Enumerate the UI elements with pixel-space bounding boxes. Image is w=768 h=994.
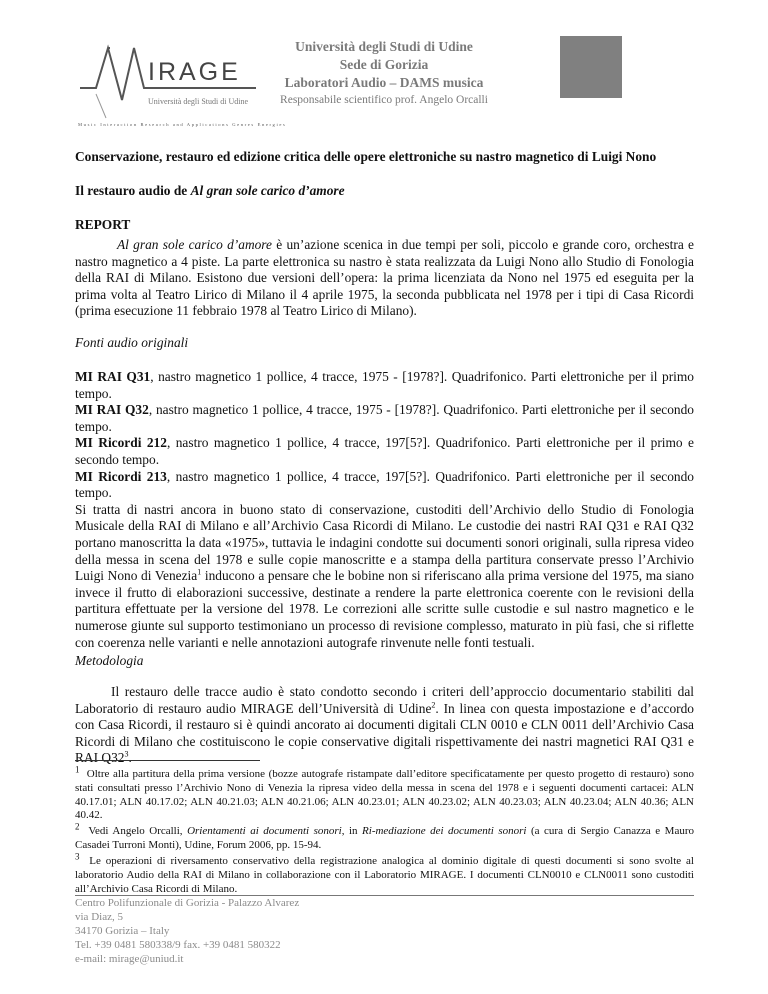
sources-heading: Fonti audio originali [75, 335, 189, 350]
footnote-1: $^1$ Oltre alla partitura della prima versione (bozze autografe ristampate dall’editore specificatamente per questo progetto di restauro) sono stati consultati presso l’Archivio Nono di Venezia la ripresa video della messa in scena del 1978 e i seguenti documenti cartacei: ALN 40.17.01; ALN 40.17.02; ALN 40.21.03; ALN 40.21.06; ALN 40.23.01; ALN 40.23.02; ALN 40.23.03; ALN 40.23.04; ALN 40.36; ALN 40.42. [75, 764, 695, 822]
header-university: Università degli Studi di Udine [295, 39, 473, 54]
footnote-ref-2: 2 [431, 700, 436, 710]
logo-word: IRAGE [148, 58, 241, 86]
logo-subtitle: Università degli Studi di Udine [148, 97, 248, 106]
sources-paragraph: Si tratta di nastri ancora in buono stato di conservazione, custoditi dell’Archivio dello Studio di Fonologia Musicale della RAI di Milano e all’Archivio Casa Ricordi di Milano. Le custodie dei nastri RAI Q31 e RAI Q32 portano manoscritta la data «1975», tuttavia le indagini condotte sui documenti sonori originali, sulla ripresa video della messa in scena del 1978 e sulle copie manoscritte e a stampa della partitura conservate presso l’Archivio Luigi Nono di Venezia$^1$ inducono a pensare che le bobine non si riferiscano alla prima versione del 1975, ma siano invece il frutto di elaborazioni successive, destinate a rendere la parte elettronica coerente con le revisioni della partitura effettuate per la versione del 1978. Le correzioni alle scritte sulle custodie e sul nastro magnetico e le numerose giunte sul supporto testimoniano un processo di revisione complesso, maturato in più fasi, che si riflette con coerenza nelle varianti e nelle annotazioni autografe rinvenute nelle fonti testuali. [75, 501, 694, 650]
footnote-ref-1: 1 [197, 567, 202, 577]
footer-address-2: via Diaz, 5 [75, 911, 123, 923]
header-lab: Laboratori Audio – DAMS musica [284, 75, 484, 90]
sources-list [75, 369, 694, 651]
footer-address-1: Centro Polifunzionale di Gorizia - Palazzo Alvarez [75, 897, 300, 909]
report-heading: REPORT [75, 217, 131, 232]
footer-address-3: 34170 Gorizia – Italy [75, 925, 170, 937]
footnote-separator [75, 760, 260, 761]
source-item: MI RAI Q32, nastro magnetico 1 pollice, 4 tracce, 1975 - [1978?]. Quadrifonico. Parti elettroniche per il secondo tempo. [75, 402, 694, 434]
footer-separator [75, 895, 694, 896]
logo-tagline: Music Interaction Research and Applications Genres Energies [78, 122, 287, 127]
footnote-3: $^3$ Le operazioni di riversamento conservativo della registrazione analogica al dominio digitale di questi documenti si sono svolte al laboratorio Audio della RAI di Milano in collaborazione con il Laboratorio MIRAGE. I documenti CLN0010 e CLN0011 sono custoditi all’Archivio Casa Ricordi di Milano. [75, 851, 694, 895]
source-item: MI RAI Q31, nastro magnetico 1 pollice, 4 tracce, 1975 - [1978?]. Quadrifonico. Parti elettroniche per il primo tempo. [75, 369, 695, 401]
intro-work-title: Al gran sole carico d’amore [117, 237, 272, 252]
footnote-2: $^2$ Vedi Angelo Orcalli, Orientamenti ai documenti sonori, in Ri-mediazione dei documenti sonori (a cura di Sergio Canazza e Mauro Casadei Turroni Monti), Udine, Forum 2006, pp. 15-94. [75, 821, 695, 851]
intro-paragraph: Al gran sole carico d’amore è un’azione scenica in due tempi per soli, piccolo e grande coro, orchestra e nastro magnetico a 4 piste. La parte elettronica su nastro è stata realizzata da Luigi Nono allo Studio di Fonologia della RAI di Milano. Esistono due versioni dell’opera: la prima licenziata da Nono nel 1975 ed eseguita per la prima volta al Teatro Lirico di Milano il 4 aprile 1975, la seconda pubblicata nel 1978 per i tipi di Casa Ricordi (prima esecuzione 11 febbraio 1978 al Teatro Lirico di Milano). [75, 237, 694, 319]
header-campus: Sede di Gorizia [339, 57, 429, 72]
source-item: MI Ricordi 212, nastro magnetico 1 pollice, 4 tracce, 197[5?]. Quadrifonico. Parti elettroniche per il primo e secondo tempo. [75, 435, 694, 467]
footer-email: e-mail: mirage@uniud.it [75, 953, 184, 965]
method-paragraph: Il restauro delle tracce audio è stato condotto secondo i criteri dell’approccio documentario stabiliti dal Laboratorio di restauro audio MIRAGE dell’Università di Udine$^2$. In linea con questa impostazione e d’accordo con Casa Ricordi, il restauro si è quindi ancorato ai documenti digitali CLN 0010 e CLN 0011 dell’Archivio Casa Ricordi di Milano che costituiscono le copie conservative digitali rispettivamente dei nastri magnetici RAI Q31 e RAI $Q32^3$. [75, 684, 694, 766]
header-gray-square [560, 36, 622, 98]
subtitle-work: Al gran sole carico d’amore [190, 183, 345, 198]
header-responsible: Responsabile scientifico prof. Angelo Orcalli [280, 94, 488, 106]
document-subtitle: Il restauro audio de Al gran sole carico d’amore [75, 183, 345, 198]
document-title: Conservazione, restauro ed edizione critica delle opere elettroniche su nastro magnetico di Luigi Nono [75, 149, 657, 164]
footer-phone: Tel. +39 0481 580338/9 fax. +39 0481 580322 [75, 939, 281, 951]
source-item: MI Ricordi 213, nastro magnetico 1 pollice, 4 tracce, 197[5?]. Quadrifonico. Parti elettroniche per il secondo tempo. [75, 468, 694, 501]
footnote-ref-3: 3 [124, 749, 129, 759]
method-heading: Metodologia [75, 653, 144, 668]
